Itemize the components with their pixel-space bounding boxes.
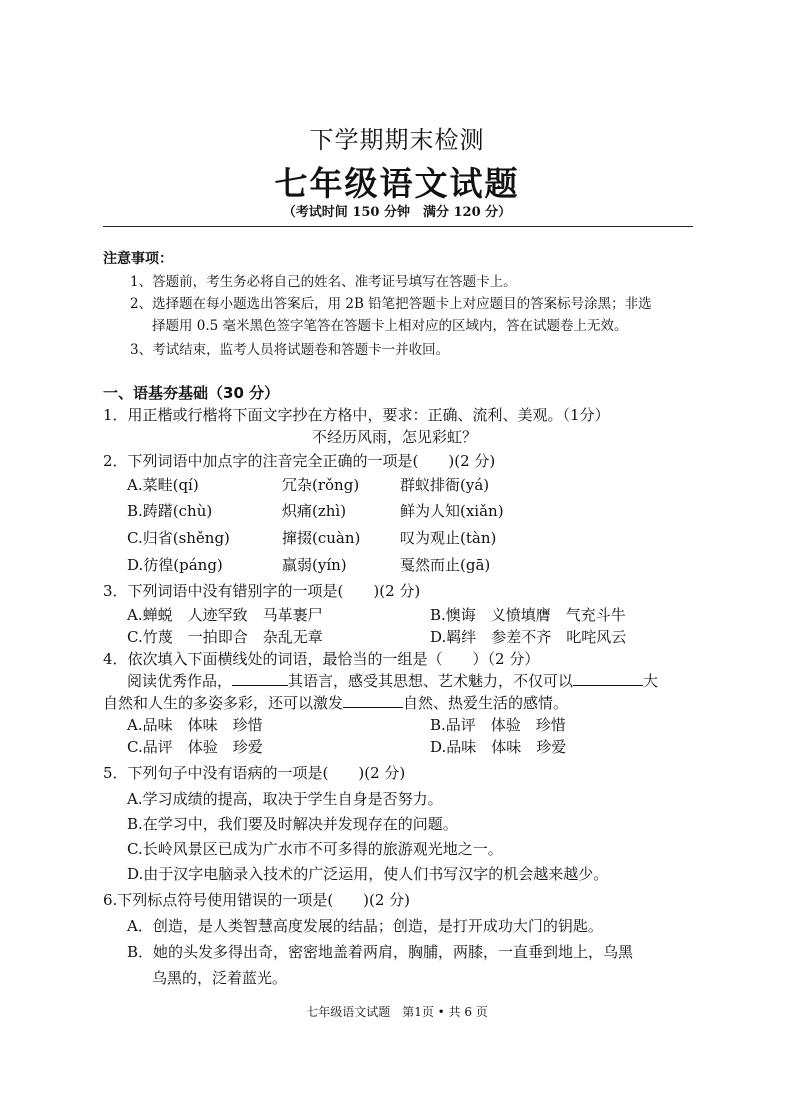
notice-item: 1、答题前，考生务必将自己的姓名、准考证号填写在答题卡上。 bbox=[130, 274, 517, 290]
q5-option: D.由于汉字电脑录入技术的广泛运用，使人们书写汉字的机会越来越少。 bbox=[127, 865, 609, 883]
q4-option: B.品评 体验 珍惜 bbox=[430, 716, 566, 734]
section-heading: 一、语基夯基础（30 分） bbox=[103, 384, 280, 402]
q2-option: 戛然而止(gā) bbox=[400, 556, 491, 574]
q4-text: 其语言，感受其思想、艺术魅力，不仅可以 bbox=[288, 672, 574, 690]
exam-title: 七年级语文试题 bbox=[274, 164, 520, 203]
page-footer: 七年级语文试题 第1页 • 共 6 页 bbox=[306, 1005, 488, 1019]
q4-text: 大 bbox=[643, 672, 659, 690]
notice-item-cont: 择题用 0.5 毫米黑色签字笔答在答题卡上相对应的区域内，答在试题卷上无效。 bbox=[152, 318, 628, 334]
notice-item: 2、选择题在每小题选出答案后，用 2B 铅笔把答题卡上对应题目的答案标号涂黑；非选 bbox=[130, 296, 652, 312]
q2-option: 撺掇(cuàn) bbox=[282, 529, 361, 547]
q2-option: 叹为观止(tàn) bbox=[400, 529, 497, 547]
q4-passage-line1 bbox=[127, 670, 658, 691]
q2-option: C.归省(shěng) bbox=[127, 529, 230, 547]
fill-blank bbox=[232, 671, 288, 686]
q3-option: C.竹蔑 一拍即合 杂乱无章 bbox=[127, 628, 323, 646]
q4-text: 自然和人生的多姿多彩，还可以激发 bbox=[103, 694, 344, 712]
q4-option: C.品评 体验 珍爱 bbox=[127, 738, 263, 756]
q5-option: A.学习成绩的提高，取决于学生自身是否努力。 bbox=[127, 790, 443, 808]
q4-text: 阅读优秀作品， bbox=[127, 672, 233, 690]
exam-subtitle: 下学期期末检测 bbox=[309, 126, 485, 154]
q2-option: 炽痛(zhì) bbox=[282, 502, 347, 520]
q5-option: C.长岭风景区已成为广水市不可多得的旅游观光地之一。 bbox=[127, 840, 503, 858]
notice-heading: 注意事项： bbox=[103, 251, 173, 267]
q1-text: 不经历风雨，怎见彩虹？ bbox=[312, 428, 478, 446]
q4-option: A.品味 体味 珍惜 bbox=[127, 716, 263, 734]
exam-info: （考试时间 150 分钟 满分 120 分） bbox=[282, 205, 512, 220]
q2-stem: 2．下列词语中加点字的注音完全正确的一项是( )(2 分) bbox=[103, 452, 496, 470]
notice-item: 3、考试结束，监考人员将试题卷和答题卡一并收回。 bbox=[130, 342, 450, 358]
q2-option: 羸弱(yín) bbox=[282, 556, 347, 574]
q6-stem: 6.下列标点符号使用错误的一项是( )(2 分) bbox=[103, 891, 411, 909]
q6-option: B．她的头发多得出奇，密密地盖着两肩，胸脯，两膝，一直垂到地上，乌黑 bbox=[127, 943, 634, 961]
q6-option: A．创造，是人类智慧高度发展的结晶；创造，是打开成功大门的钥匙。 bbox=[127, 917, 603, 935]
q5-stem: 5．下列句子中没有语病的一项是( )(2 分) bbox=[103, 764, 406, 782]
q2-option: A.菜畦(qí) bbox=[127, 476, 199, 494]
q2-option: 冗杂(rǒng) bbox=[282, 476, 360, 494]
q4-stem: 4．依次填入下面横线处的词语，最恰当的一组是（ ）（2 分） bbox=[103, 650, 540, 668]
fill-blank bbox=[343, 693, 403, 708]
q2-option: D.彷徨(páng) bbox=[127, 556, 223, 574]
q5-option: B.在学习中，我们要及时解决并发现存在的问题。 bbox=[127, 815, 458, 833]
q2-option: 鲜为人知(xiǎn) bbox=[400, 502, 504, 520]
q4-passage-line2 bbox=[103, 692, 568, 713]
fill-blank bbox=[573, 671, 643, 686]
q4-option: D.品味 体味 珍爱 bbox=[430, 738, 567, 756]
q4-text: 自然、热爱生活的感情。 bbox=[403, 694, 569, 712]
q3-option: B.懊诲 义愤填膺 气充斗牛 bbox=[430, 606, 626, 624]
q6-option-cont: 乌黑的，泛着蓝光。 bbox=[152, 969, 288, 987]
q3-option: A.蝉蜕 人迹罕致 马革裹尸 bbox=[127, 606, 323, 624]
q1-stem: 1．用正楷或行楷将下面文字抄在方格中，要求：正确、流利、美观。（1分） bbox=[103, 406, 610, 424]
q2-option: B.踌躇(chù) bbox=[127, 502, 213, 520]
q2-option: 群蚁排衙(yá) bbox=[400, 476, 490, 494]
q3-stem: 3．下列词语中没有错别字的一项是( )(2 分) bbox=[103, 582, 421, 600]
header-divider bbox=[103, 226, 693, 227]
q3-option: D.羁绊 参差不齐 叱咤风云 bbox=[430, 628, 627, 646]
